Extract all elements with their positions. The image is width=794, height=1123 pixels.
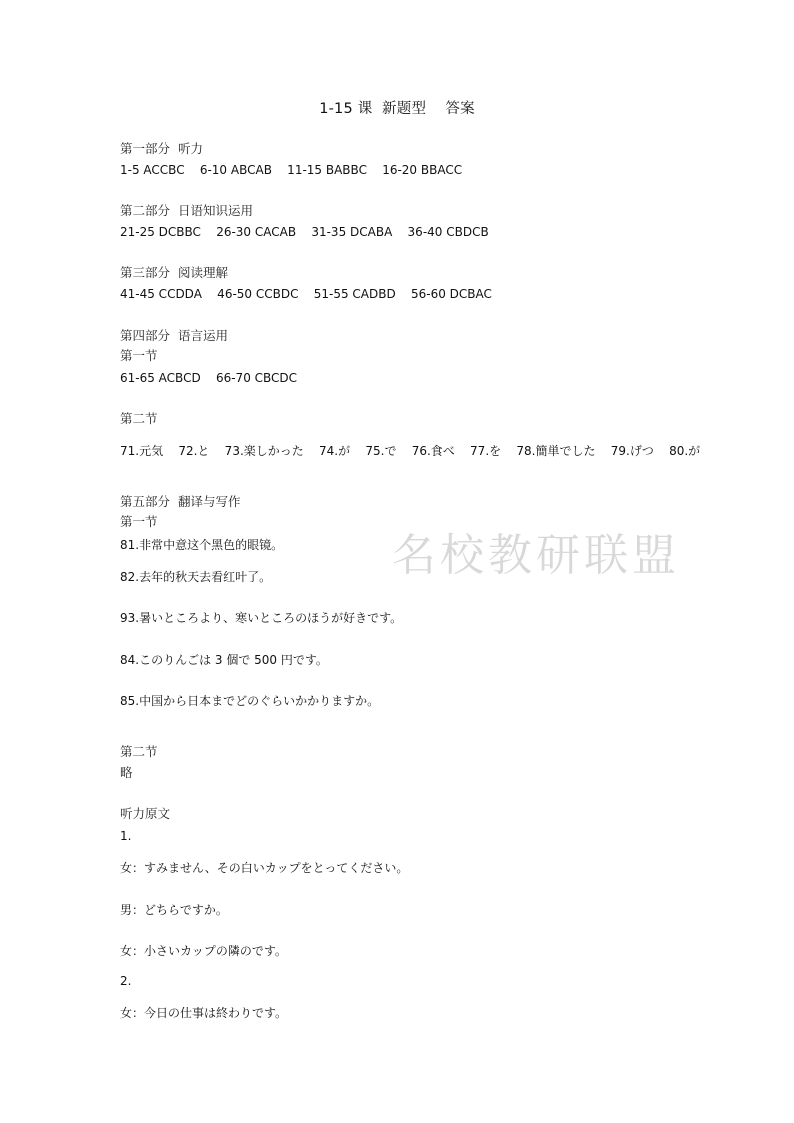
listening-item1-number: 1. (120, 829, 132, 843)
listening-heading: 听力原文 (120, 806, 171, 821)
translation-85: 85.中国から日本までどのぐらいかかりますか。 (120, 694, 380, 708)
part4-section1-label: 第一节 (120, 348, 158, 363)
translation-81: 81.非常中意这个黑色的眼镜。 (120, 538, 284, 552)
part1-answers: 1-5 ACCBC 6-10 ABCAB 11-15 BABBC 16-20 BBACC (120, 163, 463, 177)
part4-section2-answers: 71.元気 72.と 73.楽しかった 74.が 75.で 76.食べ 77.を 78.簡単でした 79.げつ 80.が (120, 444, 701, 458)
page-title: 1-15 课 新题型 答案 (319, 101, 475, 117)
translation-93: 93.暑いところより、寒いところのほうが好きです。 (120, 611, 403, 625)
part5-section2-content: 略 (120, 765, 133, 780)
part4-section2-label: 第二节 (120, 411, 158, 426)
part2-heading: 第二部分 日语知识运用 (120, 203, 253, 218)
listening-item2-line: 女：今日の仕事は終わりです。 (120, 1006, 288, 1020)
part2-answers: 21-25 DCBBC 26-30 CACAB 31-35 DCABA 36-40 CBDCB (120, 225, 489, 239)
translation-82: 82.去年的秋天去看红叶了。 (120, 570, 272, 584)
part4-heading: 第四部分 语言运用 (120, 328, 228, 343)
translation-84: 84.このりんごは 3 個で 500 円です。 (120, 653, 328, 667)
listening-item1-line: 女：すみません、その白いカップをとってください。 (120, 861, 409, 875)
listening-item1-line: 男：どちらですか。 (120, 903, 228, 917)
part1-heading: 第一部分 听力 (120, 141, 203, 156)
watermark: 名校教研联盟 (392, 530, 680, 581)
listening-item2-number: 2. (120, 974, 132, 988)
part3-answers: 41-45 CCDDA 46-50 CCBDC 51-55 CADBD 56-60 DCBAC (120, 287, 492, 301)
listening-item1-line: 女：小さいカップの隣のです。 (120, 944, 287, 958)
part4-section1-answers: 61-65 ACBCD 66-70 CBCDC (120, 371, 298, 385)
part5-section1-label: 第一节 (120, 514, 158, 529)
part5-section2-label: 第二节 (120, 744, 158, 759)
part5-heading: 第五部分 翻译与写作 (120, 494, 241, 509)
part3-heading: 第三部分 阅读理解 (120, 265, 228, 280)
